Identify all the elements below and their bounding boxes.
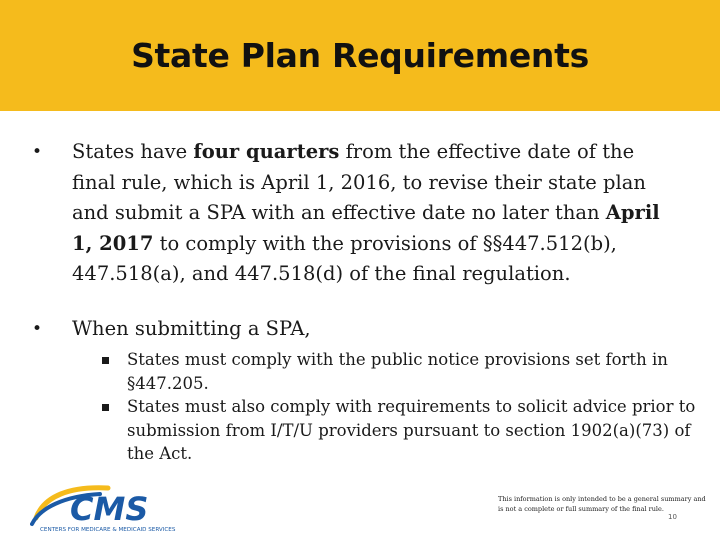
bullet1-text-part3: to comply with the provisions of §§447.512(b), 447.518(a), and 447.518(d) of the final regulation. [72, 231, 617, 285]
bullet1-bold-date: April 1, 2017 [72, 201, 660, 255]
sub-bullet-list [30, 348, 696, 466]
bullet1-text-part1: States have [72, 140, 194, 163]
sub-bullet-item [100, 395, 697, 466]
bullet1-text-part2: from the effective date of the final rule, which is April 1, 2016, to revise their state plan and submit a SPA with an effective date no later than [72, 140, 646, 224]
disclaimer-text: This information is only intended to be a general summary and is not a complete or full summary of the final rule. [498, 495, 706, 513]
page-number: 10 [668, 513, 677, 521]
cms-tagline: CENTERS FOR MEDICARE & MEDICAID SERVICES [40, 527, 176, 533]
sub-bullet-text: States must comply with the public notice provisions set forth in §447.205. [127, 350, 668, 393]
slide-title: State Plan Requirements [131, 36, 589, 75]
bullet1-bold-four-quarters: four quarters [193, 140, 340, 163]
cms-logo [30, 478, 200, 534]
bullet-dot-icon: • [32, 318, 43, 339]
sub-bullet-text: States must also comply with requirements to solicit advice prior to submission from I/T/U providers pursuant to section 1902(a)(73) of the Act. [127, 397, 696, 463]
bullet-item-1 [30, 137, 680, 290]
bullet-item-2 [30, 314, 680, 345]
square-bullet-icon [102, 357, 109, 364]
slide-content [30, 137, 696, 466]
bullet-dot-icon: • [32, 142, 43, 162]
square-bullet-icon [102, 404, 109, 411]
title-bar [0, 0, 720, 111]
cms-wordmark: CMS [70, 490, 149, 528]
bullet2-text: When submitting a SPA, [72, 316, 311, 340]
sub-bullet-item [100, 348, 697, 395]
